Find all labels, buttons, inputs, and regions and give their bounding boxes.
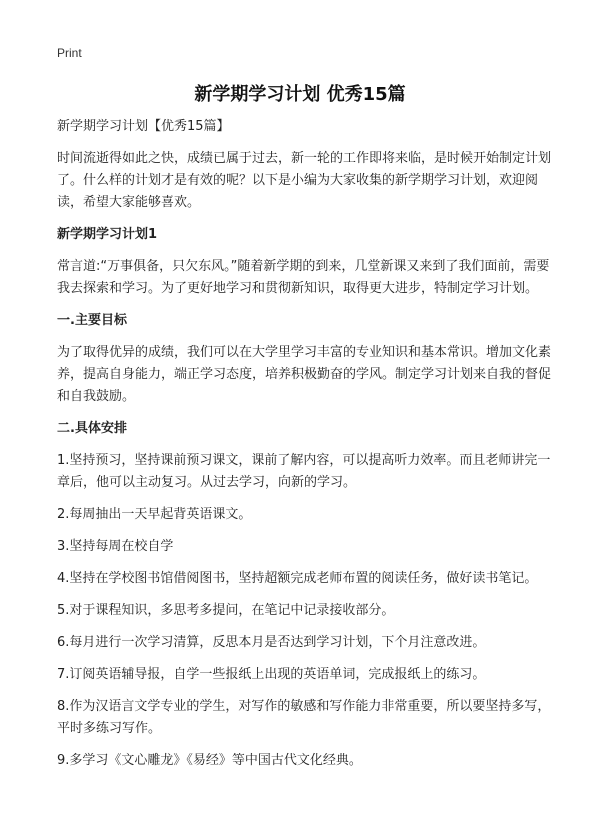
section-heading-plan-1: 新学期学习计划1 — [57, 227, 158, 242]
plan-item-9: 9.多学习《文心雕龙》《易经》等中国古代文化经典。 — [57, 753, 362, 768]
document-subtitle: 新学期学习计划【优秀15篇】 — [57, 119, 230, 134]
document-body — [57, 116, 552, 782]
section-1-paragraph: 常言道:“万事俱备，只欠东风。”随着新学期的到来，几堂新课又来到了我们面前，需要我去探索和学习。为了更好地学习和贯彻新知识，取得更大进步，特制定学习计划。 — [57, 259, 550, 296]
plan-item-8: 8.作为汉语言文学专业的学生，对写作的敏感和写作能力非常重要，所以要坚持多写，平时多练习写作。 — [57, 699, 551, 736]
goals-paragraph: 为了取得优异的成绩，我们可以在大学里学习丰富的专业知识和基本常识。增加文化素养，提高自身能力，端正学习态度，培养积极勤奋的学风。制定学习计划来自我的督促和自我鼓励。 — [57, 345, 552, 404]
plan-item-6: 6.每月进行一次学习清算，反思本月是否达到学习计划，下个月注意改进。 — [57, 635, 486, 650]
plan-item-3: 3.坚持每周在校自学 — [57, 539, 174, 554]
plan-item-7: 7.订阅英语辅导报，自学一些报纸上出现的英语单词，完成报纸上的练习。 — [57, 667, 486, 682]
plan-item-1: 1.坚持预习，坚持课前预习课文，课前了解内容，可以提高听力效率。而且老师讲完一章后，他可以主动复习。从过去学习，向新的学习。 — [57, 453, 551, 490]
plan-item-2: 2.每周抽出一天早起背英语课文。 — [57, 507, 252, 522]
plan-item-4: 4.坚持在学校图书馆借阅图书，坚持超额完成老师布置的阅读任务，做好读书笔记。 — [57, 571, 538, 586]
plan-item-5: 5.对于课程知识，多思考多提问，在笔记中记录接收部分。 — [57, 603, 395, 618]
page-title: 新学期学习计划 优秀15篇 — [194, 84, 406, 105]
print-label: Print — [57, 46, 82, 60]
section-heading-goals: 一.主要目标 — [57, 313, 127, 328]
section-heading-arrangements: 二.具体安排 — [57, 421, 127, 436]
intro-paragraph: 时间流逝得如此之快，成绩已属于过去，新一轮的工作即将来临，是时候开始制定计划了。什么样的计划才是有效的呢？以下是小编为大家收集的新学期学习计划，欢迎阅读，希望大家能够喜欢。 — [57, 151, 552, 210]
